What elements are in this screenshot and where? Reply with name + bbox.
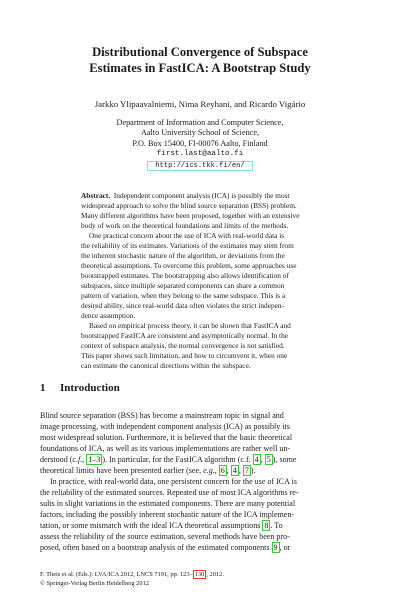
footer-text: F. Theis et al. (Eds.): LVA/ICA 2012, LNCS 7191, pp. 123– xyxy=(40,571,193,578)
citation-link[interactable]: 5 xyxy=(266,455,271,464)
affiliation-address: P.O. Box 15400, FI-00076 Aalto, Finland xyxy=(132,139,268,148)
body-line: In practice, with real-world data, one persistent concern for the use of ICA is xyxy=(50,477,297,486)
affiliation-school: Aalto University School of Science, xyxy=(140,128,259,137)
citation-link[interactable]: 1–3 xyxy=(88,455,101,464)
body-line: the reliability of the estimated sources. Repeated use of most ICA algorithms re- xyxy=(40,488,299,497)
body-line xyxy=(40,454,362,465)
body-text: derstood ( xyxy=(40,455,73,464)
abstract-line: pattern of variation, when they belong to the same subspace. This is a xyxy=(81,291,286,300)
abstract-line: body of work on the theoretical foundations and limits of the methods. xyxy=(81,221,289,230)
abstract-line: context of subspace analysis, the normal convergence is not satisfied. xyxy=(81,341,285,350)
body-line xyxy=(40,465,362,476)
citation-link[interactable]: 8 xyxy=(264,521,269,530)
abstract-text: Independent component analysis (ICA) is possibly the most xyxy=(113,191,290,200)
body-text: c.f. xyxy=(72,455,83,464)
citation-link[interactable]: 7 xyxy=(244,466,249,475)
citation-link[interactable]: 4 xyxy=(232,466,237,475)
body-line: image processing, with independent component analysis (ICA) as possibly its xyxy=(40,422,290,431)
body-line: foundations of ICA, as well as its various implementations are rather well un- xyxy=(40,444,291,453)
abstract-line: subspaces, since multiple separated components can share a common xyxy=(81,281,285,290)
affiliation-url-link[interactable]: http://ics.tkk.fi/en/ xyxy=(147,161,253,171)
citation-link[interactable]: 9 xyxy=(273,543,278,552)
footer-citation xyxy=(40,571,362,579)
abstract-line: bootstrapped estimates. The bootstrapping also allows identification of xyxy=(81,271,289,280)
body-line xyxy=(40,520,362,531)
authors: Jarkko Ylipaavalniemi, Nima Reyhani, and Ricardo Vigário xyxy=(94,99,306,109)
body-text: , xyxy=(226,466,231,475)
paper-title-line-1: Distributional Convergence of Subspace xyxy=(92,45,308,59)
body-text: ), some xyxy=(272,455,297,464)
body-text: , xyxy=(238,466,243,475)
abstract-line: One practical concern about the use of ICA with real-world data is xyxy=(89,231,285,240)
abstract-line: desired ability, since real-world data often violates the strict indepen- xyxy=(81,301,285,310)
author-email: first.last@aalto.fi xyxy=(156,150,244,158)
abstract-line: This paper shows such limitation, and how to circumvent it, when one xyxy=(81,351,288,360)
paper-title-line-2: Estimates in FastICA: A Bootstrap Study xyxy=(89,61,311,75)
body-text: posed, often based on a bootstrap analysis of the estimated components xyxy=(40,543,272,552)
section-number: 1 xyxy=(40,382,46,394)
body-text: ). In particular, for the FastICA algorithm (c.f. xyxy=(102,455,253,464)
abstract-line: Based on empirical process theory, it can be shown that FastICA and xyxy=(89,321,291,330)
body-line: factors, including the possibly inherent stochastic nature of the ICA implemen- xyxy=(40,510,295,519)
body-text: theoretical limits have been presented earlier (see, xyxy=(40,466,204,475)
abstract-line: the reliability of its estimates. Variations of the estimates may stem from xyxy=(81,241,294,250)
affiliation-department: Department of Information and Computer Science, xyxy=(116,118,284,127)
body-text: e.g. xyxy=(203,466,215,475)
abstract-line xyxy=(81,191,319,201)
abstract-line: the inherent stochastic nature of the algorithm, or deviations from the xyxy=(81,251,285,260)
footer-copyright: © Springer-Verlag Berlin Heidelberg 2012 xyxy=(40,580,149,587)
footer-text: , 2012. xyxy=(206,571,224,578)
abstract-line: bootstrapped FastICA are consistent and asymptotically normal. In the xyxy=(81,331,289,340)
body-text: , xyxy=(260,455,265,464)
body-text: ). xyxy=(250,466,256,475)
abstract-line: can estimate the canonical directions within the subspace. xyxy=(81,361,251,370)
abstract-line: dence assumption. xyxy=(81,311,136,320)
citation-link[interactable]: 6 xyxy=(220,466,225,475)
abstract-line: Many different algorithms have been proposed, together with an extensive xyxy=(81,211,300,220)
body-text: tation, or some mismatch with the ideal ICA theoretical assumptions xyxy=(40,521,263,530)
body-text: , xyxy=(214,466,219,475)
body-line xyxy=(40,542,362,553)
abstract-line: widespread approach to solve the blind source separation (BSS) problem. xyxy=(81,201,297,210)
abstract-label: Abstract. xyxy=(81,191,111,200)
body-line: sults in slight variations in the estimated components. There are many potential xyxy=(40,499,296,508)
body-text: , or xyxy=(279,543,291,552)
section-title: Introduction xyxy=(60,382,120,394)
body-text: . To xyxy=(270,521,283,530)
body-line: most widespread solution. Furthermore, it is believed that the basic theoretical xyxy=(40,433,293,442)
body-line: assess the reliability of the source estimation, several methods have been pro- xyxy=(40,532,290,541)
section-heading xyxy=(40,382,120,394)
body-line: Blind source separation (BSS) has become a mainstream topic in signal and xyxy=(40,411,284,420)
body-text: , xyxy=(82,455,87,464)
page-range-link[interactable]: 130 xyxy=(194,571,205,578)
citation-link[interactable]: 4 xyxy=(254,455,259,464)
abstract-line: theoretical assumptions. To overcome this problem, some approaches use xyxy=(81,261,297,270)
